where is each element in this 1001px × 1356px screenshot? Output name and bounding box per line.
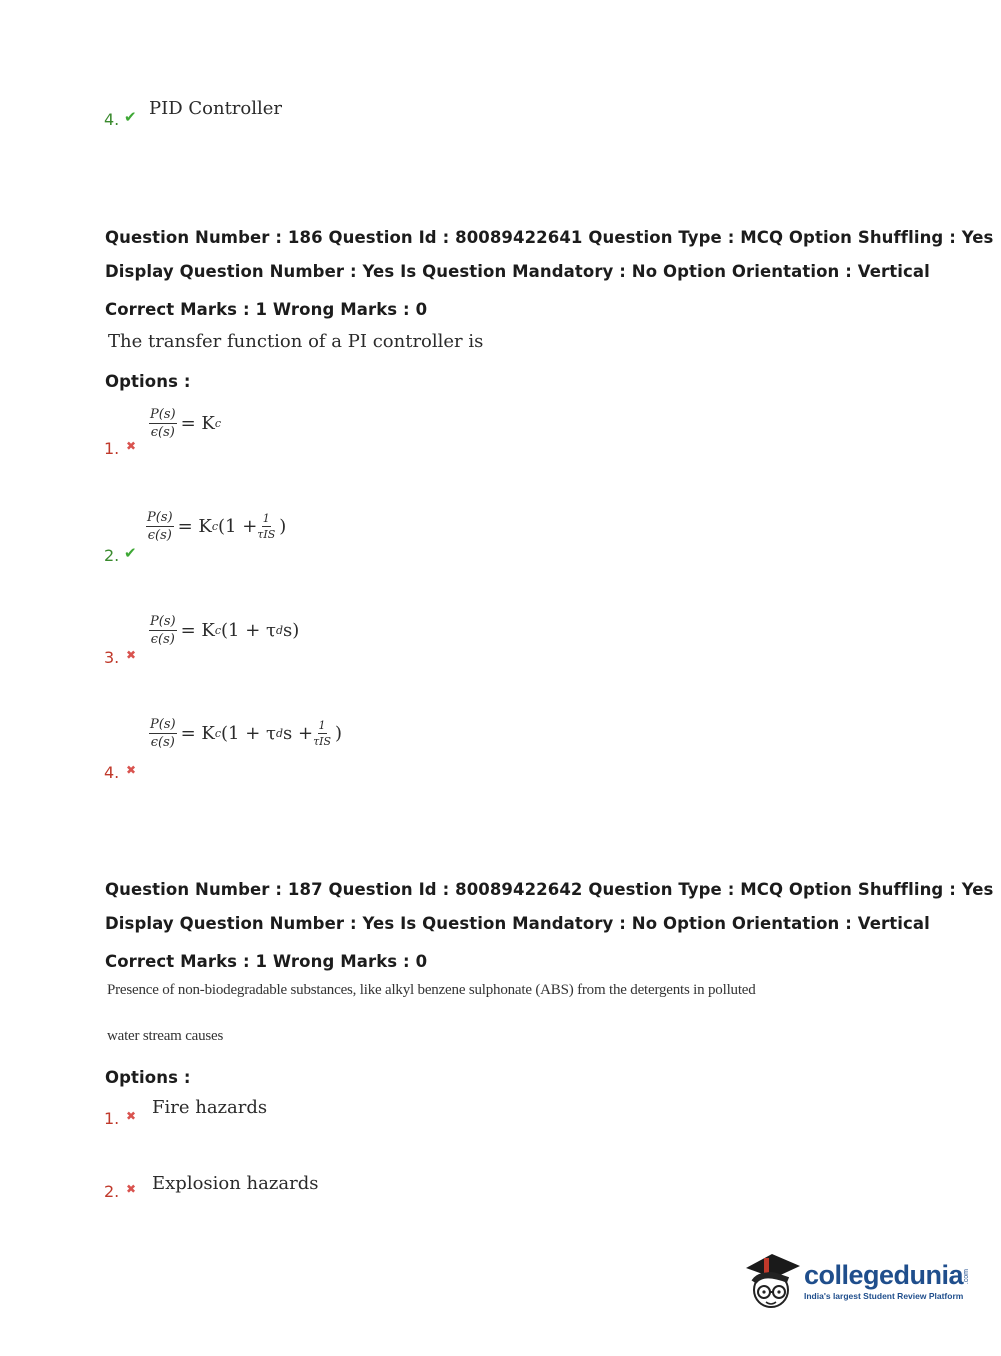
q187-option-1 [104, 1097, 364, 1133]
cross-icon: ✖ [126, 648, 137, 662]
option-number: 1. [104, 439, 120, 458]
option-number: 1. [104, 1109, 120, 1128]
option-text: PID Controller [149, 98, 283, 119]
q187-question-text-line1: Presence of non-biodegradable substances, like alkyl benzene sulphonate (ABS) from the detergents in polluted [107, 982, 756, 998]
collegedunia-logo [742, 1250, 970, 1316]
option-number: 4. [104, 110, 120, 129]
cross-icon: ✖ [126, 763, 137, 777]
option-number: 2. [104, 1182, 120, 1201]
q186-question-text: The transfer function of a PI controller is [108, 331, 484, 352]
q186-option-2 [104, 508, 364, 568]
option-number: 4. [104, 763, 120, 782]
brand-name: collegedunia [804, 1259, 964, 1290]
q186-option-4 [104, 715, 424, 785]
mascot-icon [742, 1250, 802, 1316]
q186-options-label: Options : [105, 372, 191, 391]
q187-marks: Correct Marks : 1 Wrong Marks : 0 [105, 952, 428, 971]
q186-option-3 [104, 612, 364, 672]
q186-marks: Correct Marks : 1 Wrong Marks : 0 [105, 300, 428, 319]
check-icon: ✔ [124, 544, 137, 562]
option-formula: $\frac{P(s)}{\epsilon(s)}$ = K c [150, 407, 221, 440]
check-icon: ✔ [124, 108, 137, 126]
option-number: 3. [104, 648, 120, 667]
cross-icon: ✖ [126, 1109, 137, 1123]
q186-meta-line1: Question Number : 186 Question Id : 80089422641 Question Type : MCQ Option Shuffling : Yes [105, 228, 994, 247]
q187-meta-line1: Question Number : 187 Question Id : 80089422642 Question Type : MCQ Option Shuffling : Yes [105, 880, 994, 899]
option-formula: $\frac{P(s)}{\epsilon(s)}$ = K c (1 + $\frac{1}{\text{τIS}}$ ) [147, 510, 287, 543]
cross-icon: ✖ [126, 1182, 137, 1196]
option-text: Fire hazards [152, 1097, 268, 1118]
cross-icon: ✖ [126, 439, 137, 453]
option-formula: $\frac{P(s)}{\epsilon(s)}$ = K c (1 + τ d s + $\frac{1}{\text{τIS}}$ ) [150, 717, 343, 750]
q186-meta-line2: Display Question Number : Yes Is Question Mandatory : No Option Orientation : Vertical [105, 262, 930, 281]
option-formula: $\frac{P(s)}{\epsilon(s)}$ = K c (1 + τ d s) [150, 614, 300, 647]
brand-tagline: India's largest Student Review Platform [804, 1290, 964, 1301]
option-text: Explosion hazards [152, 1173, 319, 1194]
q187-meta-line2: Display Question Number : Yes Is Question Mandatory : No Option Orientation : Vertical [105, 914, 930, 933]
q187-options-label: Options : [105, 1068, 191, 1087]
q187-question-text-line2: water stream causes [107, 1028, 224, 1044]
q186-option-1 [104, 405, 364, 465]
q187-option-2 [104, 1173, 364, 1209]
brand-suffix: .com [963, 1269, 971, 1285]
option-number: 2. [104, 546, 120, 565]
